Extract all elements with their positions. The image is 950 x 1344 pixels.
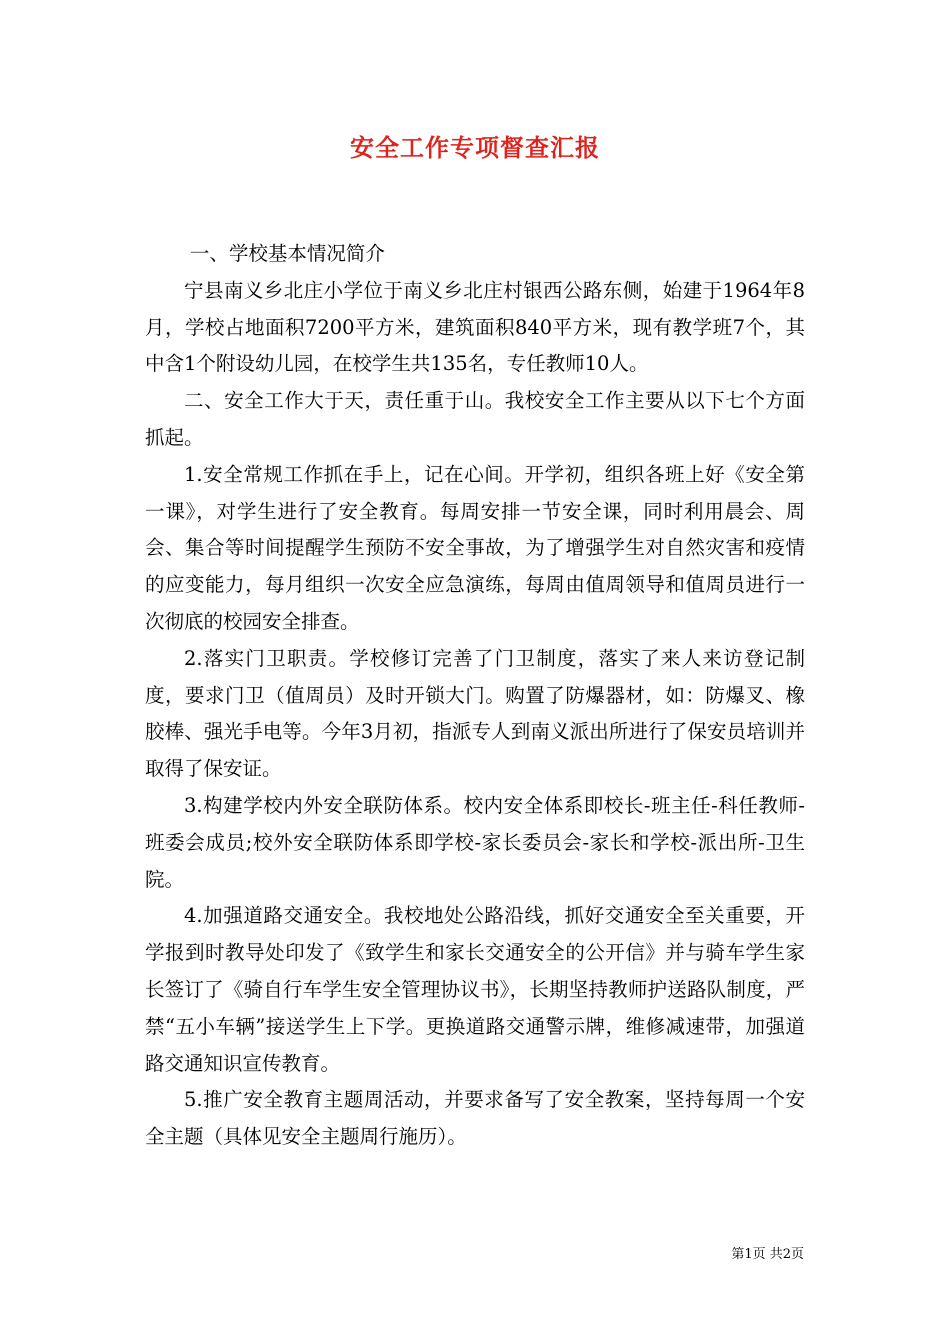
page-number: 第1页 共2页	[731, 1247, 804, 1262]
paragraph-item-5: 5.推广安全教育主题周活动，并要求备写了安全教案，坚持每周一个安全主题（具体见安全主题周行施历）。	[145, 1088, 805, 1149]
section-heading-basic-info: 一、学校基本情况简介	[189, 242, 385, 265]
paragraph-school-info: 宁县南义乡北庄小学位于南义乡北庄村银西公路东侧，始建于1964年8月，学校占地面积7200平方米，建筑面积840平方米，现有教学班7个，其中含1个附设幼儿园，在校学生共135名，专任教师10人。	[145, 278, 805, 376]
paragraph-safety-intro: 二、安全工作大于天，责任重于山。我校安全工作主要从以下七个方面抓起。	[145, 389, 805, 449]
paragraph-item-3: 3.构建学校内外安全联防体系。校内安全体系即校长-班主任-科任教师-班委会成员;校外安全联防体系即学校-家长委员会-家长和学校-派出所-卫生院。	[145, 793, 805, 891]
paragraph-item-1: 1.安全常规工作抓在手上，记在心间。开学初，组织各班上好《安全第一课》，对学生进行了安全教育。每周安排一节安全课，同时利用晨会、周会、集合等时间提醒学生预防不安全事故，为了增强学生对自然灾害和疫情的应变能力，每月组织一次安全应急演练，每周由值周领导和值周员进行一次彻底的校园安全排查。	[145, 462, 805, 633]
document-body	[145, 236, 805, 1156]
paragraph-item-2: 2.落实门卫职责。学校修订完善了门卫制度，落实了来人来访登记制度，要求门卫（值周员）及时开锁大门。购置了防爆器材，如：防爆叉、橡胶棒、强光手电等。今年3月初，指派专人到南义派出所进行了保安员培训并取得了保安证。	[145, 646, 805, 781]
paragraph-item-4: 4.加强道路交通安全。我校地处公路沿线，抓好交通安全至关重要，开学报到时教导处印发了《致学生和家长交通安全的公开信》并与骑车学生家长签订了《骑自行车学生安全管理协议书》，长期坚持教师护送路队制度，严禁“五小车辆”接送学生上下学。更换道路交通警示牌，维修减速带，加强道路交通知识宣传教育。	[145, 904, 805, 1075]
document-title: 安全工作专项督查汇报	[350, 133, 600, 162]
